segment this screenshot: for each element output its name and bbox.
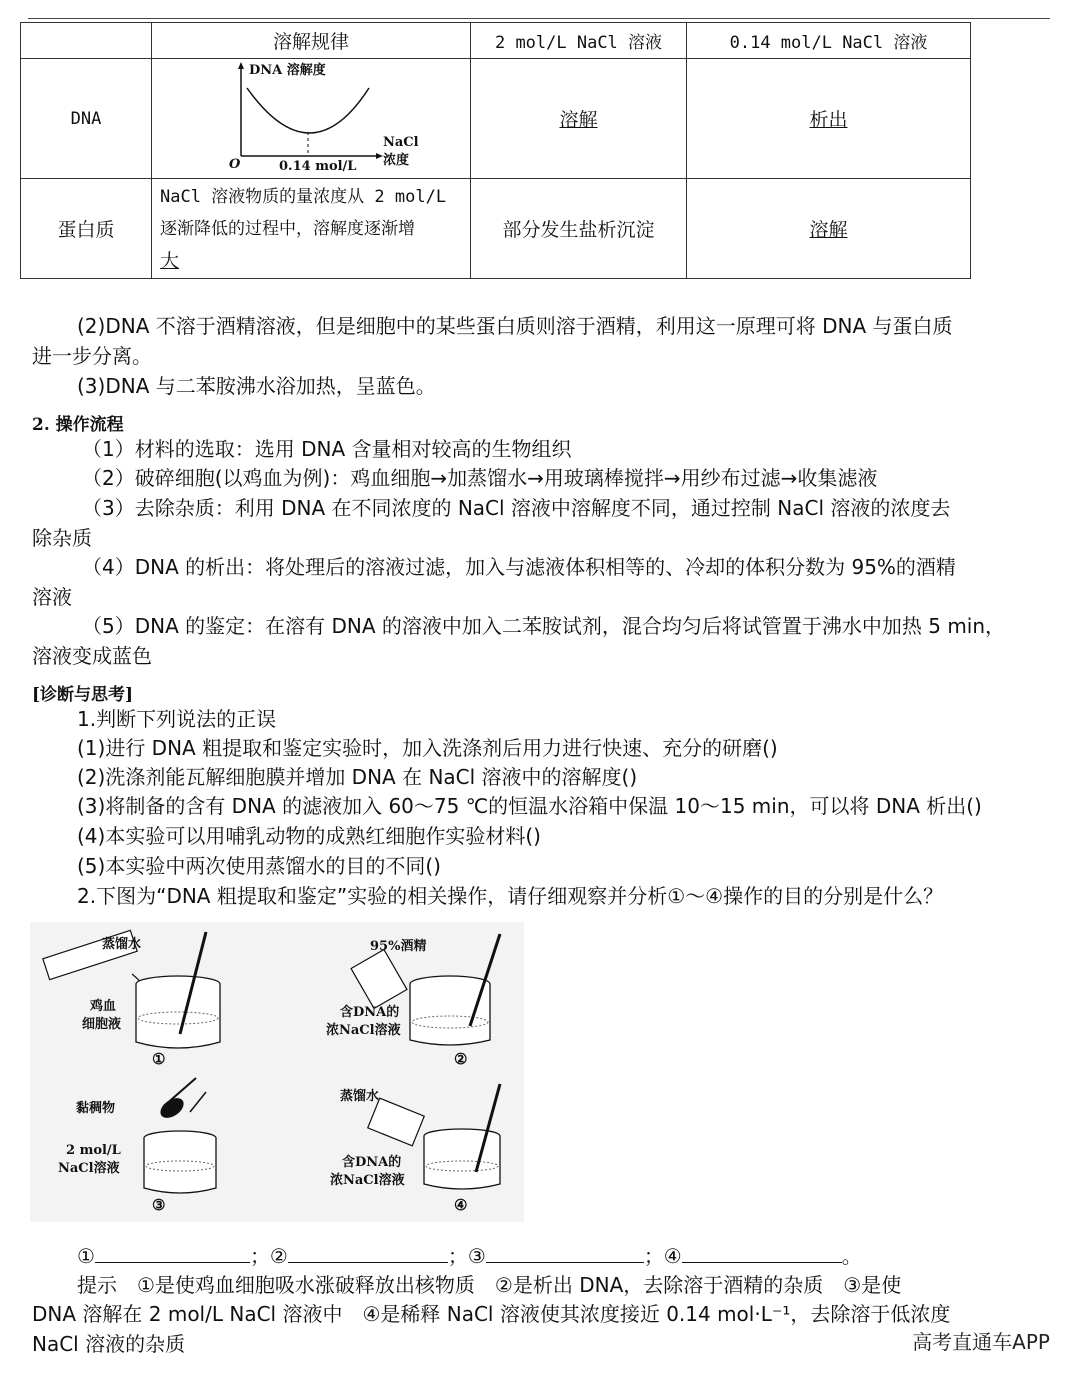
protein-rule-cell	[152, 179, 471, 279]
q1-item-1: (1)进行 DNA 粗提取和鉴定实验时，加入洗涤剂后用力进行快速、充分的研磨()	[77, 736, 778, 760]
step-4-illustration	[330, 1084, 500, 1214]
experiment-figure	[30, 922, 524, 1222]
pour-beaker-icon	[368, 1098, 424, 1146]
graph-curve	[247, 88, 369, 133]
solubility-graph-cell	[152, 59, 471, 179]
fig3-label-nacl: NaCl溶液	[58, 1161, 120, 1176]
step-4b: 溶液	[32, 585, 72, 609]
graph-x-label-2: 浓度	[383, 153, 410, 168]
blank-end: 。	[841, 1244, 862, 1268]
row-label-protein: 蛋白质	[21, 179, 152, 279]
para-3: (3)DNA 与二苯胺沸水浴加热，呈蓝色。	[77, 374, 436, 398]
beaker-1-icon	[136, 984, 220, 1048]
hint-line-3: NaCl 溶液的杂质	[32, 1332, 186, 1356]
protein-in-014mol: 溶解	[687, 179, 971, 279]
solubility-table	[20, 22, 971, 279]
hint-line-2: DNA 溶解在 2 mol/L NaCl 溶液中 ④是稀释 NaCl 溶液使其浓度接近 0.14 mol·L⁻¹，去除溶于低浓度	[32, 1302, 951, 1326]
fig4-number: ④	[454, 1196, 468, 1214]
step-1: （1）材料的选取：选用 DNA 含量相对较高的生物组织	[82, 437, 572, 461]
step-4a: （4）DNA 的析出：将处理后的溶液过滤，加入与滤液体积相等的、冷却的体积分数为 95%的酒精	[82, 555, 956, 579]
header-cell-014mol: 0.14 mol/L NaCl 溶液	[687, 23, 971, 59]
protein-rule-line3: 大	[160, 249, 180, 272]
fig4-label-nacl: 浓NaCl溶液	[330, 1173, 405, 1188]
header-cell-rule: 溶解规律	[152, 23, 471, 59]
step-1-illustration	[43, 930, 220, 1068]
fig3-number: ③	[152, 1196, 166, 1214]
header-cell-2mol: 2 mol/L NaCl 溶液	[471, 23, 687, 59]
beaker-3-icon	[144, 1138, 216, 1193]
blank-2-label: ；②	[249, 1244, 288, 1268]
fig2-number: ②	[454, 1050, 468, 1068]
table-row-protein	[21, 179, 971, 279]
watermark-text: 高考直通车APP	[912, 1330, 1050, 1354]
arrow-3-icon	[190, 1092, 206, 1112]
fig3-label-2mol: 2 mol/L	[66, 1143, 121, 1158]
protein-rule-line1: NaCl 溶液物质的量浓度从 2 mol/L	[160, 186, 447, 207]
row-label-dna: DNA	[21, 59, 152, 179]
top-rule	[28, 18, 1050, 19]
fig4-label-dna: 含DNA的	[342, 1155, 402, 1170]
q1-item-5: (5)本实验中两次使用蒸馏水的目的不同()	[77, 854, 441, 878]
q1-item-3: (3)将制备的含有 DNA 的滤液加入 60～75 ℃的恒温水浴箱中保温 10～15 min，可以将 DNA 析出()	[77, 794, 982, 818]
graph-origin: O	[229, 157, 241, 172]
blank-1-label: ①	[77, 1244, 95, 1268]
step-3a: （3）去除杂质：利用 DNA 在不同浓度的 NaCl 溶液中溶解度不同，通过控制 NaCl 溶液的浓度去	[82, 496, 951, 520]
solubility-curve-graph	[211, 60, 419, 174]
para-2a: (2)DNA 不溶于酒精溶液，但是细胞中的某些蛋白质则溶于酒精，利用这一原理可将 DNA 与蛋白质	[77, 314, 953, 338]
beaker-2-icon	[410, 984, 490, 1045]
fig3-label-sticky: 黏稠物	[76, 1101, 116, 1116]
step-3-illustration	[58, 1078, 216, 1214]
blank-4-field[interactable]	[682, 1244, 842, 1263]
answer-blanks-line	[32, 1242, 862, 1270]
step-5a: （5）DNA 的鉴定：在溶有 DNA 的溶液中加入二苯胺试剂，混合均匀后将试管置于沸水中加热 5 min，	[82, 614, 1006, 638]
protein-in-2mol: 部分发生盐析沉淀	[471, 179, 687, 279]
hint-line-1: 提示 ①是使鸡血细胞吸水涨破释放出核物质 ②是析出 DNA，去除溶于酒精的杂质 ③是使	[77, 1273, 902, 1297]
step-3b: 除杂质	[32, 526, 92, 550]
table-header-row	[21, 23, 971, 59]
q1-item-2: (2)洗涤剂能瓦解细胞膜并增加 DNA 在 NaCl 溶液中的溶解度()	[77, 765, 638, 789]
fig1-label-cell: 细胞液	[82, 1017, 122, 1032]
graph-mark: 0.14 mol/L	[279, 159, 357, 174]
step-2-illustration	[326, 934, 500, 1068]
blank-3-label: ；③	[447, 1244, 486, 1268]
q2-heading: 2.下图为“DNA 粗提取和鉴定”实验的相关操作，请仔细观察并分析①～④操作的目的分别是什么？	[77, 884, 944, 908]
dna-in-014mol: 析出	[687, 59, 971, 179]
alcohol-bottle-icon	[351, 950, 407, 1009]
blank-2-field[interactable]	[288, 1244, 448, 1263]
experiment-illustrations	[30, 922, 524, 1222]
fig1-label-water: 蒸馏水	[102, 937, 142, 952]
graph-x-arrow	[376, 153, 383, 159]
blank-3-field[interactable]	[486, 1244, 644, 1263]
graph-y-arrow	[238, 62, 244, 69]
fig2-label-alcohol: 95%酒精	[370, 939, 427, 954]
step-5b: 溶液变成蓝色	[32, 644, 152, 668]
header-cell-empty	[21, 23, 152, 59]
fig1-label-blood: 鸡血	[90, 999, 117, 1014]
para-2b: 进一步分离。	[32, 344, 152, 368]
graph-y-label: DNA 溶解度	[249, 63, 326, 78]
step-2: （2）破碎细胞(以鸡血为例)：鸡血细胞→加蒸馏水→用玻璃棒搅拌→用纱布过滤→收集滤液	[82, 466, 878, 490]
fig2-label-nacl: 浓NaCl溶液	[326, 1023, 401, 1038]
table-row-dna	[21, 59, 971, 179]
graph-x-label-1: NaCl	[383, 135, 419, 150]
blank-1-field[interactable]	[95, 1244, 250, 1263]
diagnosis-title: [诊断与思考]	[32, 685, 134, 705]
section-2-title: 2. 操作流程	[32, 415, 124, 435]
fig1-number: ①	[152, 1050, 166, 1068]
q1-heading: 1.判断下列说法的正误	[77, 707, 277, 731]
dna-in-2mol: 溶解	[471, 59, 687, 179]
blank-4-label: ；④	[643, 1244, 682, 1268]
q1-item-4: (4)本实验可以用哺乳动物的成熟红细胞作实验材料()	[77, 824, 541, 848]
protein-rule-line2: 逐渐降低的过程中，溶解度逐渐增	[160, 218, 415, 239]
fig4-label-water: 蒸馏水	[340, 1089, 380, 1104]
fig2-label-dna: 含DNA的	[340, 1005, 400, 1020]
